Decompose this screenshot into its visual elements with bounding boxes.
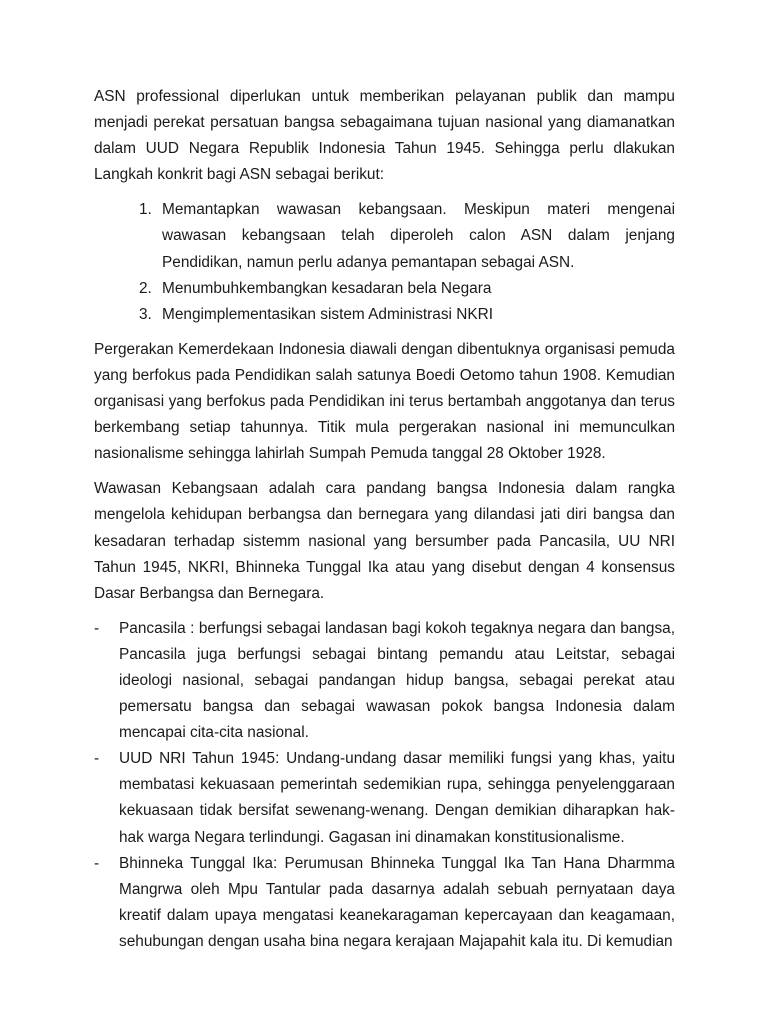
list-item-text: Menumbuhkembangkan kesadaran bela Negara	[162, 279, 492, 297]
list-item-text: Pancasila : berfungsi sebagai landasan bagi kokoh tegaknya negara dan bangsa, Pancasila juga berfungsi sebagai bintang pemandu atau Leitstar, sebagai ideologi nasional, sebagai pandangan hidup bangsa, sebagai perekat atau pemersatu bangsa dan sebagai wawasan pokok bangsa Indonesia dalam mencapai cita-cita nasional.	[119, 619, 675, 742]
list-number: 3.	[139, 305, 152, 323]
dash-list-item	[94, 851, 675, 955]
numbered-list-item	[94, 276, 675, 302]
list-item-text: Mengimplementasikan sistem Administrasi NKRI	[162, 305, 494, 323]
paragraph-asn-intro: ASN professional diperlukan untuk memberikan pelayanan publik dan mampu menjadi perekat persatuan bangsa sebagaimana tujuan nasional yang diamanatkan dalam UUD Negara Republik Indonesia Tahun 1945. Sehingga perlu dlakukan Langkah konkrit bagi ASN sebagai berikut:	[94, 88, 675, 184]
numbered-list-item	[94, 197, 675, 275]
dash-list-item	[94, 616, 675, 746]
list-item-text: Bhinneka Tunggal Ika: Perumusan Bhinneka Tunggal Ika Tan Hana Dharmma Mangrwa oleh Mpu Tantular pada dasarnya adalah sebuah pernyataan daya kreatif dalam upaya mengatasi keanekaragaman kepercayaan dan keagamaan, sehubungan dengan usaha bina negara kerajaan Majapahit kala itu. Di kemudian	[119, 854, 675, 950]
dash-bullet: -	[94, 750, 100, 768]
numbered-list-langkah	[94, 197, 675, 327]
dash-bullet: -	[94, 619, 100, 637]
dash-bullet: -	[94, 854, 100, 872]
document-body	[94, 84, 675, 955]
list-item-text: Memantapkan wawasan kebangsaan. Meskipun materi mengenai wawasan kebangsaan telah diperoleh calon ASN dalam jenjang Pendidikan, namun perlu adanya pemantapan sebagai ASN.	[162, 201, 675, 271]
list-number: 2.	[139, 279, 152, 297]
paragraph-pergerakan: Pergerakan Kemerdekaan Indonesia diawali dengan dibentuknya organisasi pemuda yang berfokus pada Pendidikan salah satunya Boedi Oetomo tahun 1908. Kemudian organisasi yang berfokus pada Pendidikan ini terus bertambah anggotanya dan terus berkembang setiap tahunnya. Titik mula pergerakan nasional ini memunculkan nasionalisme sehingga lahirlah Sumpah Pemuda tanggal 28 Oktober 1928.	[94, 340, 675, 463]
numbered-list-item	[94, 302, 675, 328]
dash-list-konsensus	[94, 616, 675, 955]
list-number: 1.	[139, 201, 152, 219]
dash-list-item	[94, 746, 675, 850]
list-item-text: UUD NRI Tahun 1945: Undang-undang dasar memiliki fungsi yang khas, yaitu membatasi kekuasaan pemerintah sedemikian rupa, sehingga penyelenggaraan kekuasaan tidak bersifat sewenang-wenang. Dengan demikian diharapkan hak-hak warga Negara terlindungi. Gagasan ini dinamakan konstitusionalisme.	[119, 750, 675, 846]
paragraph-wawasan: Wawasan Kebangsaan adalah cara pandang bangsa Indonesia dalam rangka mengelola kehidupan berbangsa dan bernegara yang dilandasi jati diri bangsa dan kesadaran terhadap sistemm nasional yang bersumber pada Pancasila, UU NRI Tahun 1945, NKRI, Bhinneka Tunggal Ika atau yang disebut dengan 4 konsensus Dasar Berbangsa dan Bernegara.	[94, 480, 675, 602]
